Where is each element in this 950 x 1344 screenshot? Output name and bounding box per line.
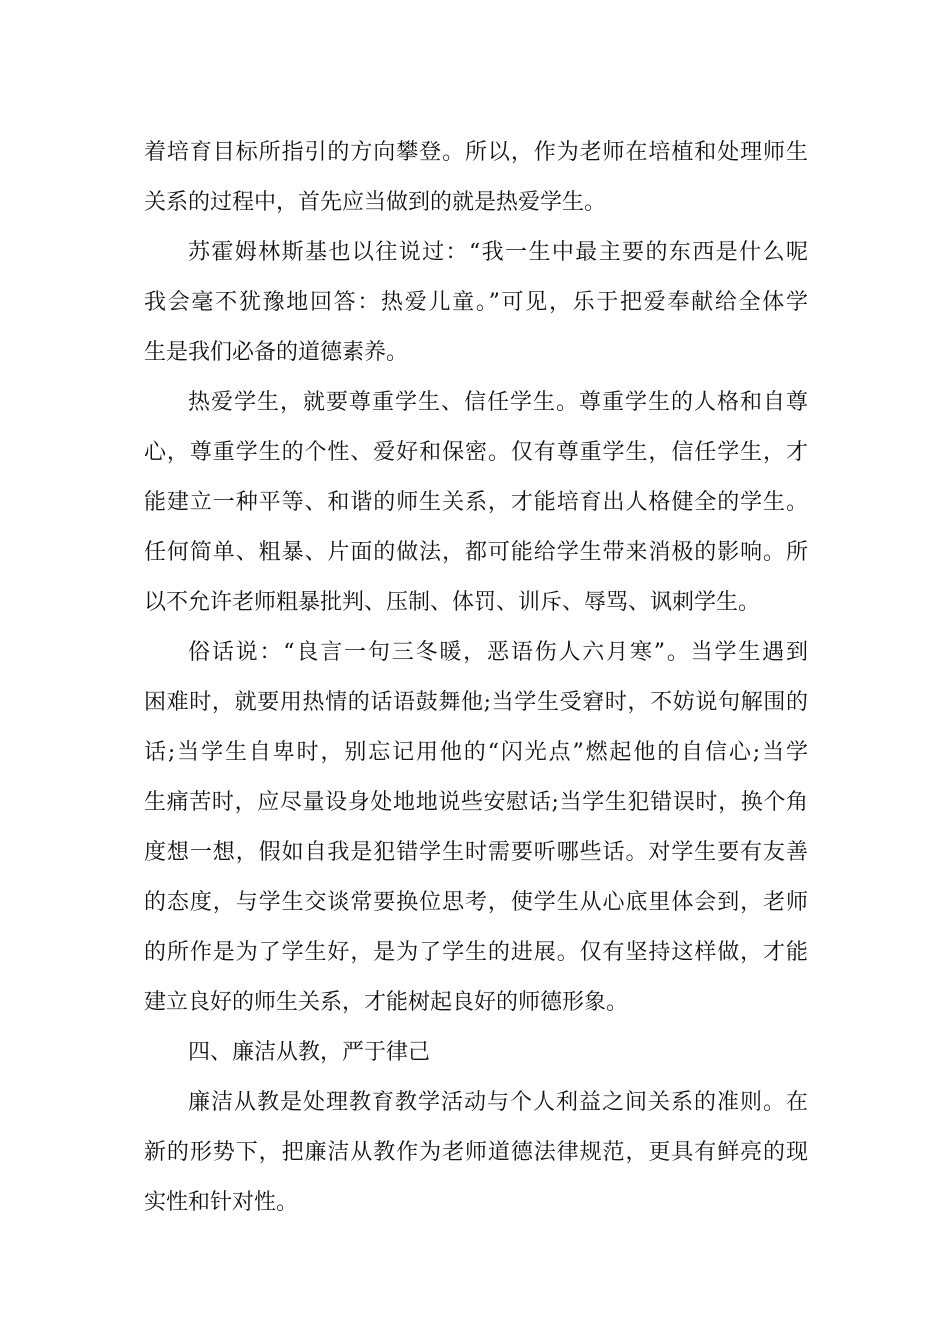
text-line: 生痛苦时，应尽量设身处地地说些安慰话;当学生犯错误时，换个角 (144, 790, 808, 815)
text-line: 关系的过程中，首先应当做到的就是热爱学生。 (144, 190, 607, 215)
text-line: 俗话说：“良言一句三冬暖，恶语伤人六月寒”。当学生遇到 (188, 640, 808, 665)
text-line: 话;当学生自卑时，别忘记用他的“闪光点”燃起他的自信心;当学 (144, 740, 808, 765)
text-line: 我会毫不犹豫地回答：热爱儿童。”可见，乐于把爱奉献给全体学 (144, 290, 808, 315)
text-line: 的所作是为了学生好，是为了学生的进展。仅有坚持这样做，才能 (144, 940, 808, 965)
text-line: 实性和针对性。 (144, 1190, 299, 1215)
document-page (144, 128, 808, 1228)
text-line: 新的形势下，把廉洁从教作为老师道德法律规范，更具有鲜亮的现 (144, 1140, 808, 1165)
text-line: 困难时，就要用热情的话语鼓舞他;当学生受窘时，不妨说句解围的 (144, 690, 808, 715)
section-heading: 四、廉洁从教，严于律己 (188, 1040, 431, 1065)
text-line: 热爱学生，就要尊重学生、信任学生。尊重学生的人格和自尊 (188, 390, 808, 415)
text-line: 着培育目标所指引的方向攀登。所以，作为老师在培植和处理师生 (144, 140, 808, 165)
text-line: 度想一想，假如自我是犯错学生时需要听哪些话。对学生要有友善 (144, 840, 808, 865)
text-line: 建立良好的师生关系，才能树起良好的师德形象。 (144, 990, 629, 1015)
text-line: 心，尊重学生的个性、爱好和保密。仅有尊重学生，信任学生，才 (144, 440, 808, 465)
text-line: 以不允许老师粗暴批判、压制、体罚、训斥、辱骂、讽刺学生。 (144, 590, 761, 615)
text-line: 任何简单、粗暴、片面的做法，都可能给学生带来消极的影响。所 (144, 540, 808, 565)
text-line: 苏霍姆林斯基也以往说过：“我一生中最主要的东西是什么呢 (188, 240, 808, 265)
text-line: 生是我们必备的道德素养。 (144, 340, 409, 365)
text-line: 廉洁从教是处理教育教学活动与个人利益之间关系的准则。在 (188, 1090, 808, 1115)
text-line: 的态度，与学生交谈常要换位思考，使学生从心底里体会到，老师 (144, 890, 808, 915)
text-line: 能建立一种平等、和谐的师生关系，才能培育出人格健全的学生。 (144, 490, 808, 515)
